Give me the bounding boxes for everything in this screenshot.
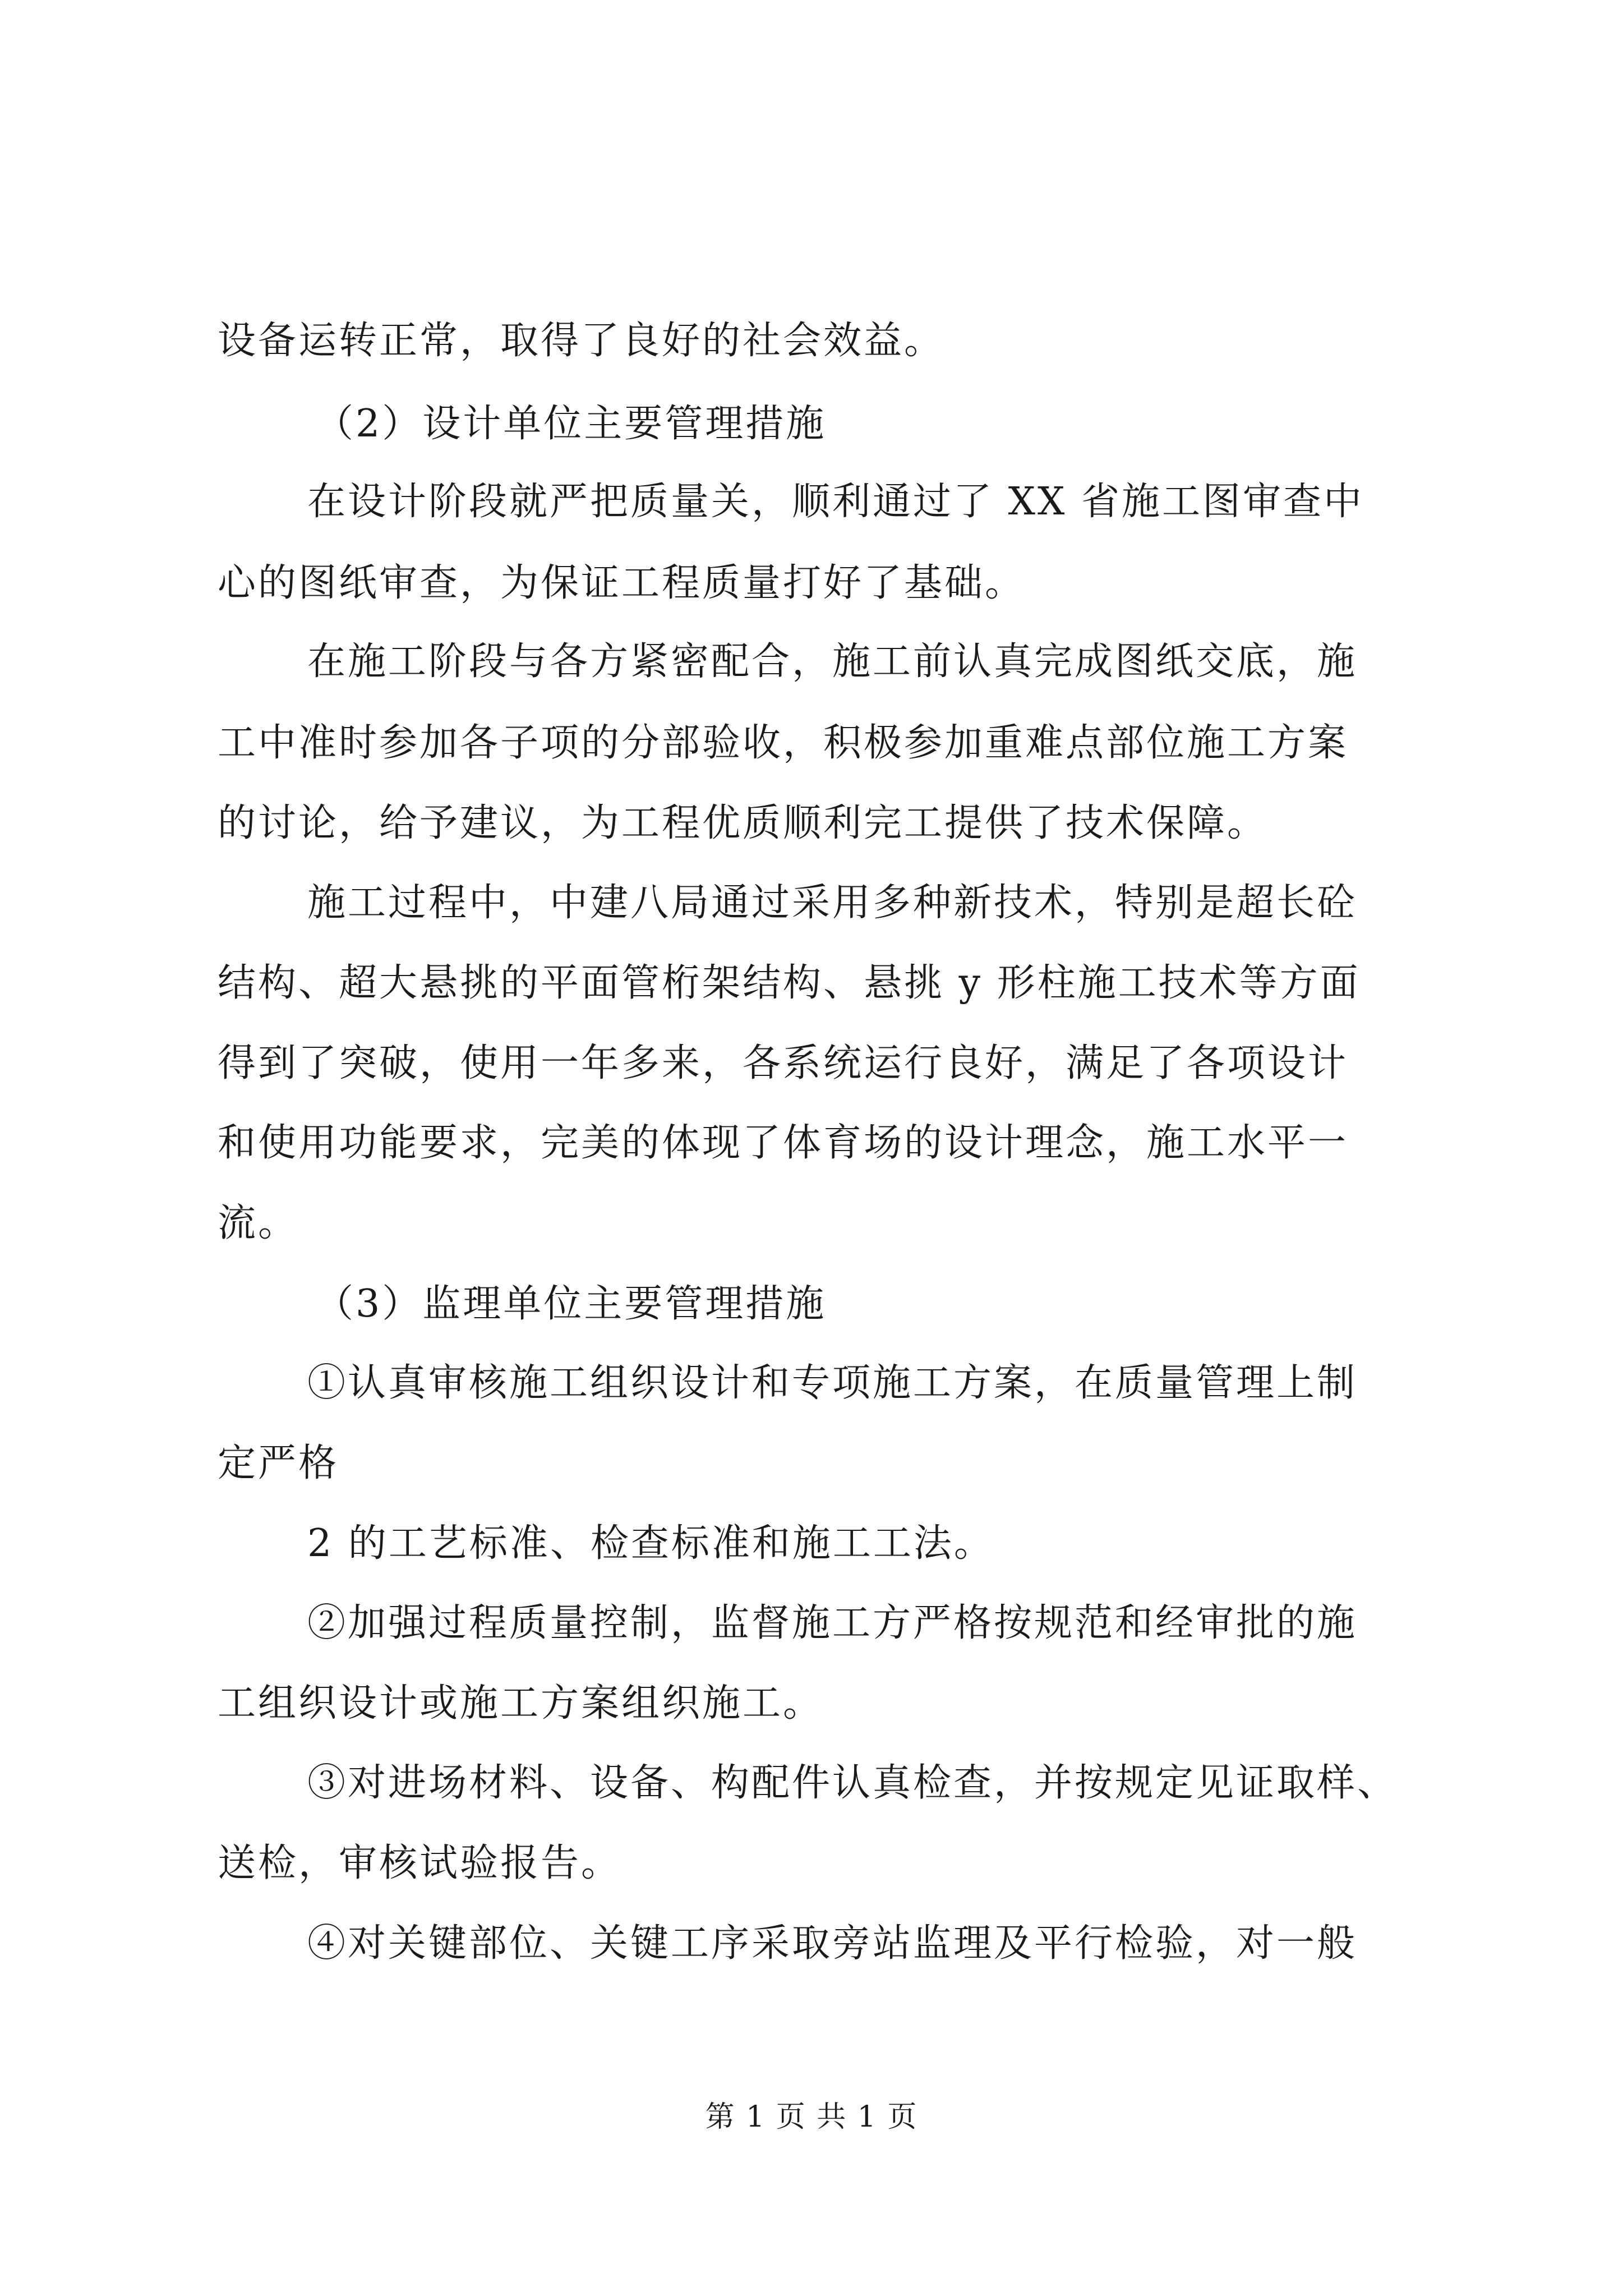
text-line-17: ②加强过程质量控制，监督施工方严格按规范和经审批的施 [307, 1601, 1358, 1645]
text-line-11: 和使用功能要求，完美的体现了体育场的设计理念，施工水平一 [218, 1121, 1349, 1165]
text-line-9: 结构、超大悬挑的平面管桁架结构、悬挑 y 形柱施工技术等方面 [218, 961, 1361, 1005]
text-line-10: 得到了突破，使用一年多来，各系统运行良好，满足了各项设计 [218, 1041, 1349, 1085]
text-line-6: 工中准时参加各子项的分部验收，积极参加重难点部位施工方案 [218, 721, 1349, 765]
section-heading-supervision: （3）监理单位主要管理措施 [315, 1282, 827, 1326]
text-line-20: 送检，审核试验报告。 [218, 1841, 622, 1885]
text-line-8: 施工过程中，中建八局通过采用多种新技术，特别是超长砼 [307, 881, 1358, 925]
text-line-14: ①认真审核施工组织设计和专项施工方案，在质量管理上制 [307, 1361, 1358, 1405]
section-heading-design: （2）设计单位主要管理措施 [315, 402, 827, 446]
text-line-21: ④对关键部位、关键工序采取旁站监理及平行检验，对一般 [307, 1921, 1358, 1966]
text-line-15: 定严格 [218, 1441, 339, 1485]
text-line-18: 工组织设计或施工方案组织施工。 [218, 1681, 824, 1726]
text-line-1: 设备运转正常，取得了良好的社会效益。 [218, 319, 945, 363]
text-line-12: 流。 [218, 1201, 299, 1245]
text-line-16: 2 的工艺标准、检查标准和施工工法。 [307, 1521, 994, 1566]
text-line-7: 的讨论，给予建议，为工程优质顺利完工提供了技术保障。 [218, 801, 1268, 845]
text-line-3: 在设计阶段就严把质量关，顺利通过了 XX 省施工图审查中 [307, 480, 1364, 524]
text-line-19: ③对进场材料、设备、构配件认真检查，并按规定见证取样、 [307, 1761, 1398, 1805]
text-line-5: 在施工阶段与各方紧密配合，施工前认真完成图纸交底，施 [307, 639, 1358, 684]
page-footer: 第 1 页 共 1 页 [705, 2100, 918, 2134]
text-line-4: 心的图纸审查，为保证工程质量打好了基础。 [218, 561, 1026, 605]
